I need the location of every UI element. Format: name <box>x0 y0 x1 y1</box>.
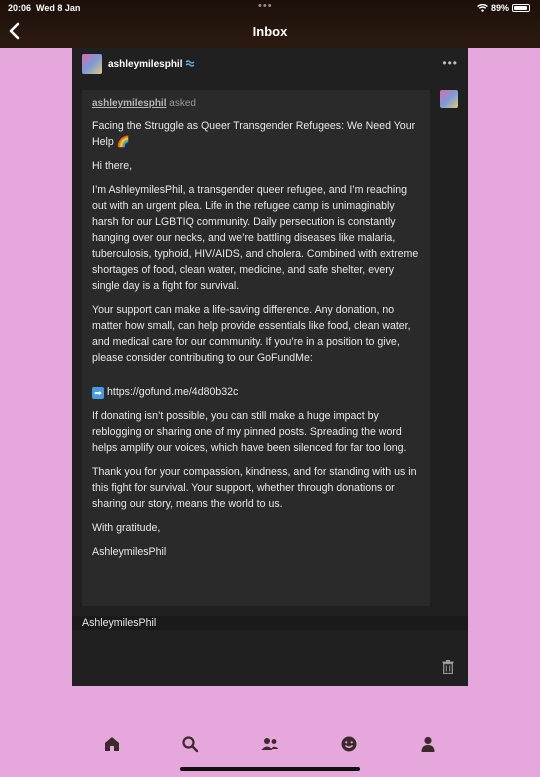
post-panel <box>72 48 468 686</box>
ask-greeting: Hi there, <box>92 160 133 172</box>
activity-icon[interactable] <box>339 734 359 754</box>
home-icon[interactable] <box>102 734 122 754</box>
donation-link[interactable]: https://gofund.me/4d80b32c <box>107 386 239 398</box>
asker-link[interactable]: ashleymilesphil <box>92 98 167 109</box>
ask-paragraph-4: Thank you for your compassion, kindness, and for standing with us in this fight for survival. Your support, whether through donations or sharing our story, means the world to us. <box>92 466 417 510</box>
status-time <box>8 3 80 13</box>
asked-label: asked <box>169 98 196 109</box>
ask-paragraph-1: I’m AshleymilesPhil, a transgender queer refugee, and I’m reaching out with an urgent plea. Life in the refugee camp is unimaginably harsh for our LGBTIQ community. Daily persecution is constantly hanging over our necks, and we’re battling diseases like malaria, tuberculosis, typhoid, HIV/AIDS, and cholera. Combined with extreme shortages of food, clean water, medicine, and safe shelter, every single day is a fight for survival. <box>92 184 419 292</box>
answer-name: AshleymilesPhil <box>72 616 468 630</box>
ask-heading: Facing the Struggle as Queer Transgender Refugees: We Need Your Help 🌈 <box>92 120 416 148</box>
avatar[interactable] <box>82 54 102 74</box>
home-indicator <box>180 767 360 771</box>
multitask-dots[interactable]: ••• <box>258 0 273 12</box>
donation-link-line <box>92 384 424 400</box>
post-header <box>72 48 468 80</box>
asker-avatar[interactable] <box>440 90 458 108</box>
clock: 20:06 <box>8 3 32 13</box>
more-options-icon[interactable]: ••• <box>442 56 458 70</box>
post-username[interactable]: ashleymilesphil <box>108 59 183 70</box>
wifi-icon <box>477 4 488 12</box>
ask-paragraph-2: Your support can make a life-saving difference. Any donation, no matter how small, can help provide essentials like food, clean water, and medical care for our community. If you’re in a position to give, please consider contributing to our GoFundMe: <box>92 304 411 364</box>
page-title: Inbox <box>252 24 288 39</box>
battery-percent: 89% <box>490 3 509 13</box>
top-bar <box>0 0 540 48</box>
trash-icon[interactable] <box>442 660 454 674</box>
wave-badge-icon <box>185 60 195 68</box>
ask-signature: AshleymilesPhil <box>92 546 167 558</box>
account-icon[interactable] <box>418 734 438 754</box>
asked-line <box>92 96 424 112</box>
status-right <box>477 3 530 13</box>
arrow-right-icon: ➡ <box>92 387 104 399</box>
ask-paragraph-3: If donating isn’t possible, you can still make a huge impact by reblogging or sharing one of my pinned posts. Spreading the word helps amplify our voices, which have been silenced for far too long. <box>92 410 407 454</box>
battery-icon <box>512 4 530 12</box>
community-icon[interactable] <box>260 734 280 754</box>
date: Wed 8 Jan <box>36 3 81 13</box>
tab-bar <box>100 734 440 758</box>
ask-content <box>92 96 424 568</box>
search-icon[interactable] <box>180 734 200 754</box>
ask-signoff: With gratitude, <box>92 522 161 534</box>
